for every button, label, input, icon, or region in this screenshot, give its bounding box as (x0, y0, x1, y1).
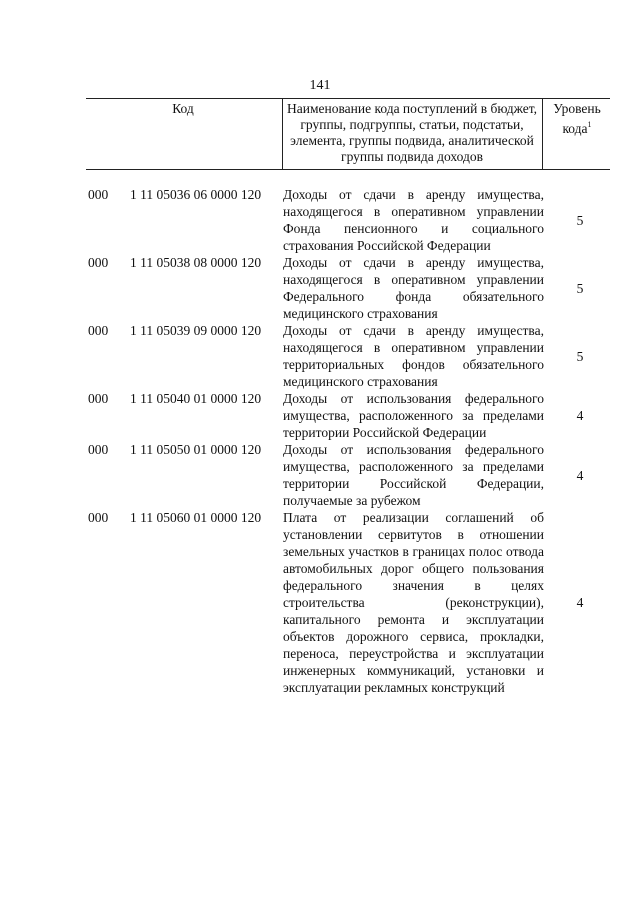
table-row (86, 441, 610, 509)
income-name: Доходы от сдачи в аренду имущества, находящегося в оперативном управлении Федерального фонда обязательного медицинского страхования (283, 255, 544, 321)
admin-code: 000 (88, 510, 109, 525)
header-level-label: Уровень кода (553, 101, 601, 136)
code-level: 4 (576, 467, 584, 483)
income-name: Плата от реализации соглашений об установлении сервитутов в отношении земельных участков в границах полос отвода автомобильных дорог общего пользования федерального значения в целях строительства (реконструкции), капитального ремонта и эксплуатации объектов дорожного сервиса, прокладки, переноса, переустройства и эксплуатации инженерных коммуникаций, установки и эксплуатации рекламных конструкций (283, 510, 544, 695)
income-name: Доходы от сдачи в аренду имущества, находящегося в оперативном управлении территориальных фондов обязательного медицинского страхования (283, 323, 544, 389)
income-code: 1 11 05036 06 0000 120 (130, 187, 262, 202)
header-level (544, 101, 610, 137)
income-code: 1 11 05060 01 0000 120 (130, 510, 262, 525)
code-level: 5 (576, 280, 584, 296)
income-code: 1 11 05040 01 0000 120 (130, 391, 262, 406)
header-name: Наименование кода поступлений в бюджет, группы, подгруппы, статьи, подстатьи, элемента, группы подвида, аналитической группы подвида доходов (286, 101, 537, 164)
admin-code: 000 (88, 391, 109, 406)
header-code: Код (172, 101, 194, 116)
income-name: Доходы от использования федерального имущества, расположенного за пределами территории Российской Федерации, получаемые за рубежом (283, 442, 544, 508)
table-row (86, 509, 610, 696)
admin-code: 000 (88, 255, 109, 270)
admin-code: 000 (88, 323, 109, 338)
admin-code: 000 (88, 442, 109, 457)
code-level: 5 (576, 348, 584, 364)
income-code: 1 11 05038 08 0000 120 (130, 255, 262, 270)
header-divider (542, 99, 543, 169)
code-level: 4 (576, 408, 584, 423)
code-level: 5 (576, 212, 584, 228)
table-row (86, 186, 610, 254)
admin-code: 000 (88, 187, 109, 202)
table-row (86, 322, 610, 390)
income-name: Доходы от использования федерального имущества, расположенного за пределами территории Российской Федерации (283, 391, 544, 440)
page-number: 141 (309, 78, 331, 93)
header-level-footnote: 1 (587, 120, 592, 129)
income-code: 1 11 05039 09 0000 120 (130, 323, 262, 338)
code-level: 4 (576, 595, 584, 610)
income-name: Доходы от сдачи в аренду имущества, находящегося в оперативном управлении Фонда пенсионного и социального страхования Российской Федерации (283, 187, 544, 253)
income-code: 1 11 05050 01 0000 120 (130, 442, 262, 457)
table-row (86, 254, 610, 322)
table-header (86, 98, 610, 170)
table-body (86, 186, 610, 696)
table-row (86, 390, 610, 441)
